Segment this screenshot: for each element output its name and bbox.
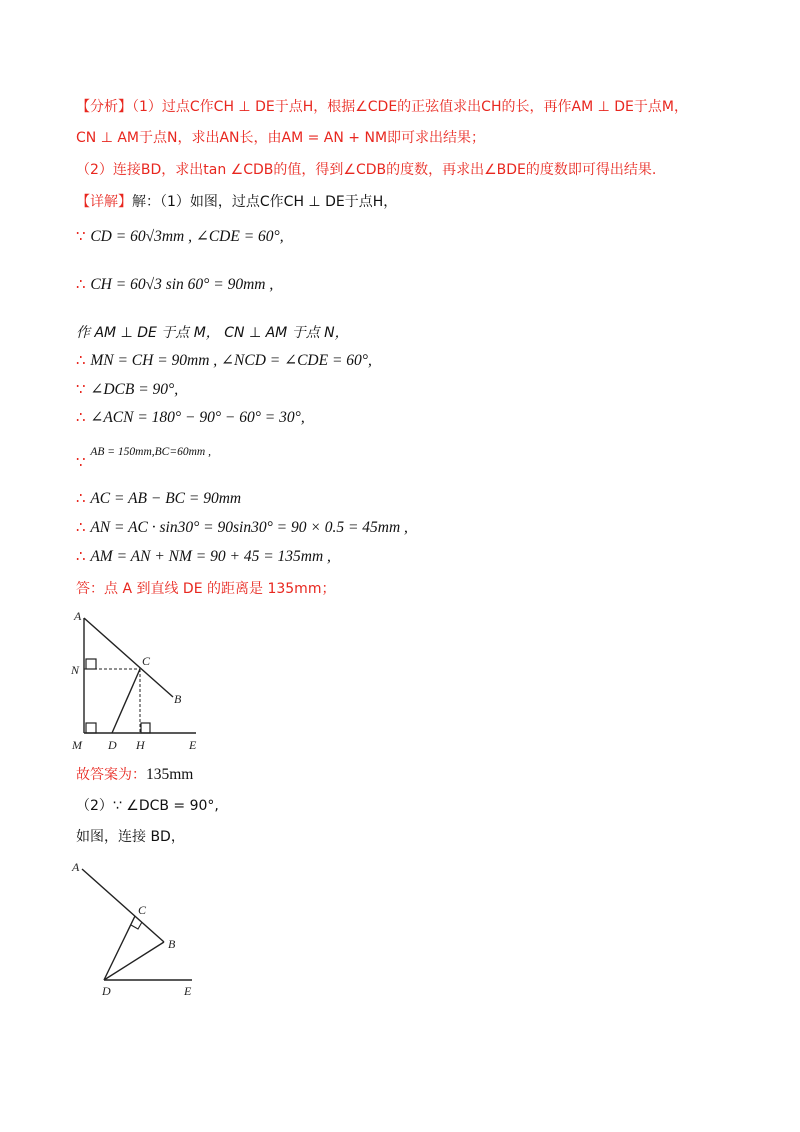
step-prefix: ∴	[76, 351, 86, 369]
segment-cd	[112, 669, 140, 733]
right-angle-h	[141, 723, 150, 733]
step-text: ∠ACN = 180° − 90° − 60° = 30°,	[90, 409, 305, 426]
detail-intro: 解：（1）如图，过点C作CH ⊥ DE于点H，	[132, 194, 398, 210]
label-d: D	[108, 738, 117, 752]
label-c: C	[138, 903, 147, 917]
right-angle-c	[131, 922, 142, 929]
step-prefix: ∴	[76, 408, 86, 426]
step-line	[76, 546, 331, 567]
step-text: AM = AN + NM = 90 + 45 = 135mm ,	[90, 548, 331, 565]
step-line	[76, 226, 284, 247]
step-text: AB = 150mm,BC=60mm ,	[90, 446, 211, 458]
label-c: C	[142, 654, 151, 668]
step-line	[76, 440, 211, 471]
detail-line	[76, 191, 397, 212]
detail-label: 【详解】	[76, 194, 132, 210]
analysis-line-3	[76, 159, 656, 180]
analysis-line-1	[76, 96, 688, 117]
analysis-text-2: CN ⊥ AM于点N，求出AN长，由AM = AN + NM即可求出结果；	[76, 130, 486, 146]
label-e: E	[189, 738, 197, 752]
part2-line-2	[76, 826, 185, 847]
segment-ab	[82, 869, 164, 942]
final-answer-value: 135mm	[146, 766, 194, 783]
final-answer-line	[76, 764, 193, 785]
label-n: N	[71, 663, 80, 677]
final-answer-label: 故答案为：	[76, 767, 146, 783]
geometry-diagram-1	[68, 608, 218, 752]
step-prefix: ∴	[76, 547, 86, 565]
step-line	[76, 407, 305, 428]
step-prefix: ∵	[76, 453, 86, 471]
step-text: MN = CH = 90mm , ∠NCD = ∠CDE = 60°,	[90, 352, 372, 369]
step-prefix: ∴	[76, 489, 86, 507]
answer-text: 点 A 到直线 DE 的距离是 135mm；	[104, 581, 336, 597]
geometry-diagram-2	[68, 855, 218, 1000]
right-angle-n	[86, 659, 96, 669]
step-line	[76, 379, 178, 400]
step-prefix: ∴	[76, 275, 86, 293]
analysis-text-1: （1）过点C作CH ⊥ DE于点H，根据∠CDE的正弦值求出CH的长，再作AM ⊥ DE于点M，	[132, 99, 688, 115]
label-m: M	[72, 738, 82, 752]
analysis-label: 【分析】	[76, 99, 132, 115]
step-text: AC = AB − BC = 90mm	[90, 490, 242, 507]
step-text: CD = 60√3mm , ∠CDE = 60°,	[90, 228, 284, 245]
label-b: B	[174, 692, 182, 706]
answer-line	[76, 578, 335, 599]
step-line	[76, 274, 273, 295]
analysis-line-2	[76, 127, 485, 148]
right-angle-m	[86, 723, 96, 733]
label-a: A	[74, 609, 82, 623]
part2-line-1	[76, 795, 219, 816]
step-line	[76, 517, 408, 538]
label-d: D	[102, 984, 111, 998]
part2-text-2: 如图，连接 BD，	[76, 829, 185, 845]
step-line	[76, 488, 241, 509]
answer-label: 答：	[76, 581, 104, 597]
label-h: H	[136, 738, 145, 752]
step-text: AN = AC · sin30° = 90sin30° = 90 × 0.5 = 45mm ,	[90, 519, 408, 536]
figure-2	[68, 855, 218, 1004]
part2-text-1: （2）∵ ∠DCB = 90°,	[76, 798, 219, 814]
step-text: CH = 60√3 sin 60° = 90mm ,	[90, 276, 274, 293]
segment-ab	[84, 618, 173, 697]
label-b: B	[168, 937, 176, 951]
figure-1	[68, 608, 218, 756]
step-line	[76, 322, 349, 343]
analysis-text-3: （2）连接BD，求出tan ∠CDB的值，得到∠CDB的度数，再求出∠BDE的度数即可得出结果.	[76, 162, 657, 178]
step-text: 作 AM ⊥ DE 于点 M， CN ⊥ AM 于点 N，	[76, 325, 349, 341]
step-text: ∠DCB = 90°,	[90, 381, 179, 398]
step-prefix: ∵	[76, 227, 86, 245]
step-prefix: ∵	[76, 380, 86, 398]
step-line	[76, 350, 372, 371]
label-a: A	[72, 860, 80, 874]
step-prefix: ∴	[76, 518, 86, 536]
label-e: E	[184, 984, 192, 998]
